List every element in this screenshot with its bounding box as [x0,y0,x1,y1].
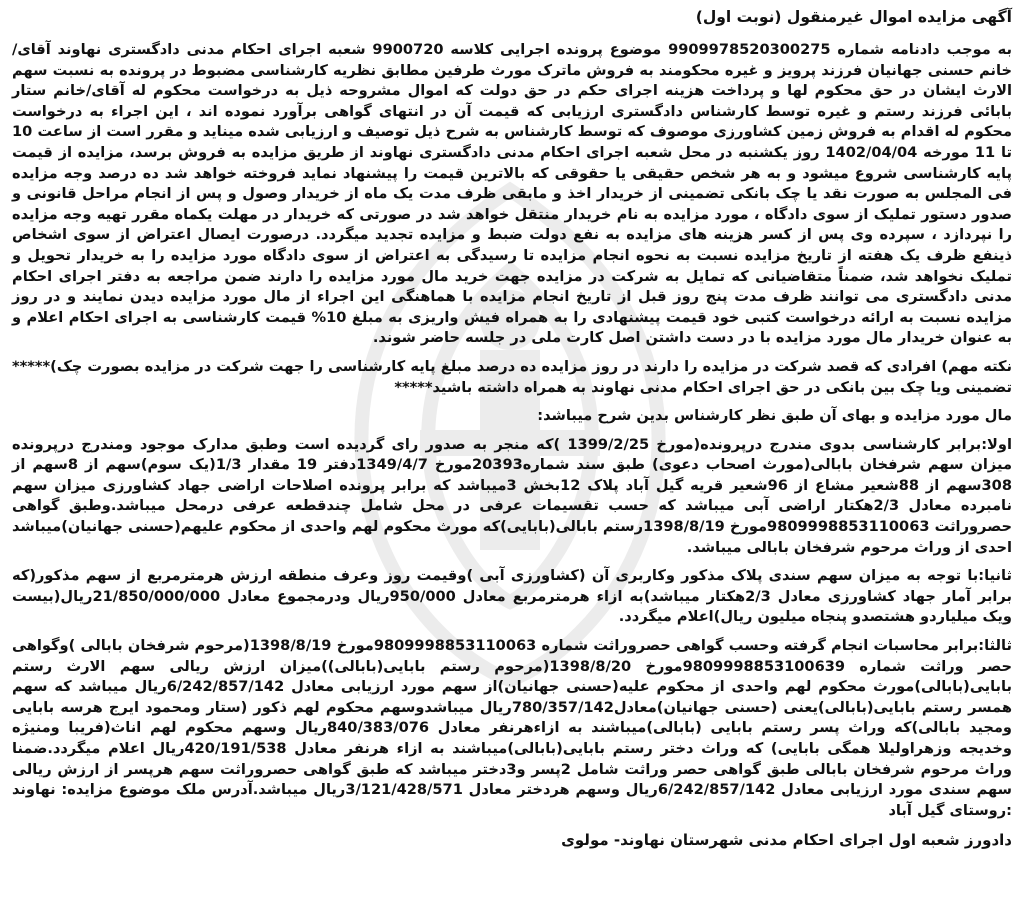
important-note-paragraph: نکته مهم) افرادی که قصد شرکت در مزایده را دارند در روز مزایده ده درصد مبلغ پایه کارشناسی را جهت شرکت در مزایده بصورت چک)***** تضمینی ویا چک بین بانکی در حق اجرای احکام مدنی نهاوند به همراه داشته باشید***** [12,357,1012,396]
third-clause-paragraph: ثالثا:برابر محاسبات انجام گرفته وحسب گواهی حصروراثت شماره 9809998853110063مورخ 1398/8/19(مرحوم شرفخان بابالی )وگواهی حصر وراثت شماره 9809998853100639مورخ 1398/8/20(مرحوم رستم بابایی(بابالی))میزان ارزش ریالی سهم الارث رستم بابایی(بابالی)مورث محکوم لهم واحدی از محکوم علیه(حسنی جهانیان)از سهم مورد ارزیابی معادل 6/242/857/142ریال میباشد که سهم همسر رستم بابایی(بابالی)یعنی (حسنی جهانیان)معادل780/357/142ریال میباشدوسهم محکوم لهم ذکور (ستار ومحمود ایرج هرسه بابایی ومجید بابالی)که وراث پسر رستم بابایی (بابالی)میباشند به ازاءهرنفر معادل 840/383/076ریال وسهم محکوم لهم اناث(فریبا ومنیژه وخدیجه وزهراولیلا همگی بابایی) که وراث دختر رستم بابایی(بابالی)میباشند به ازاء هرنفر معادل 420/191/538ریال اعلام میگردد.ضمنا وراث مرحوم شرفخان بابالی طبق گواهی حصر وراثت شامل 2پسر و3دختر میباشد که طبق گواهی حصروراثت سهم هرپسر از ارزش ریالی سهم سندی مورد ارزیابی معادل 6/242/857/142ریال وسهم هردختر معادل 3/121/428/571ریال میباشد.آدرس ملک موضوع مزایده: نهاوند :روستای گیل آباد [12,637,1013,819]
first-clause-paragraph: اولا:برابر کارشناسی بدوی مندرج درپرونده(مورخ 1399/2/25 )که منجر به صدور رای گردیده است وطبق مدارک موجود ومندرج درپرونده میزان سهم شرفخان بابالی(مورث اصحاب دعوی) طبق سند شماره20393مورخ 1349/4/7دفتر 19 مقدار 1/3(یک سوم)سهم از 8سهم از 308سهم از 88شعیر مشاع از 96شعیر قریه گیل آباد پلاک 12بخش 3میباشد که برابر پرونده اصلاحات اراضی جهاد کشاورزی میزان سهم نامبرده معادل 2/3هکتار اراضی آبی میباشد که حسب تقسیمات عرفی در محل شامل چندقطعه عرفی درمحل میباشد.وطبق گواهی حصروراثت 9809998853110063مورخ 1398/8/19رستم بابالی(بابایی)که مورث محکوم لهم واحدی از محکوم علیهم(حسنی جهانیان)میباشد احدی از وراث مرحوم شرفخان بابالی میباشد. [12,435,1013,556]
property-intro-line: مال مورد مزایده و بهای آن طبق نظر کارشناس بدین شرح میباشد: [537,407,1012,425]
notice-title: آگهی مزایده اموال غیرمنقول (نوبت اول) [695,8,1012,26]
second-clause-paragraph: ثانیا:با توجه به میزان سهم سندی پلاک مذکور وکاربری آن (کشاورزی آبی )وقیمت روز وعرف منطقه ارزش هرمترمربع از سهم مذکور(که برابر آمار جهاد کشاورزی معادل 2/3هکتار میباشد)به ازاء هرمترمربع معادل 950/000ریال ودرمجموع معادل 21/850/000/000ریال(بیست ویک میلیاردو هشتصدو پنجاه میلیون ریال)اعلام میگردد. [12,567,1012,626]
signature-line: دادورز شعبه اول اجرای احکام مدنی شهرستان نهاوند- مولوی [561,831,1012,850]
main-terms-paragraph: به موجب دادنامه شماره 9909978520300275 موضوع پرونده اجرایی کلاسه 9900720 شعبه اجرای احکام مدنی دادگستری نهاوند آقای/خانم حسنی جهانیان فرزند پرویز و غیره محکومند به فروش ماترک مورث طرفین مطابق نظریه کارشناسی مضبوط در پرونده به نسبت سهم الارث ایشان در حق محکوم لها و پرداخت هزینه اجرای حکم در حق دولت که اموال مشروحه ذیل به درخواست محکوم له آقای/خانم ستار بابائی فرزند رستم و غیره توسط کارشناس دادگستری ارزیابی که قیمت آن در انتهای گواهی برآورد نموده اند ، این اجراء به درخواست محکوم له اقدام به فروش زمین کشاورزی موصوف که توسط کارشناس به شرح ذیل توصیف و ارزیابی شده میناید و مقرر است از ساعت 10 تا 11 مورخه 1402/04/04 روز یکشنبه در محل شعبه اجرای احکام مدنی دادگستری نهاوند از طریق مزایده به فروش برسد، مزایده از قیمت پایه کارشناسی شروع میشود و به هر شخص حقیقی یا حقوقی که بالاترین قیمت را پیشنهاد نماید فروخته خواهد شد ده درصد وجه مزایده فی المجلس به صورت نقد یا چک بانکی تضمینی از خریدار اخذ و مابقی ظرف مدت یک ماه از خریدار وصول و پس از انجام مراحل قانونی و صدور دستور تملیک از سوی دادگاه ، مورد مزایده به نام خریدار منتقل خواهد شد در صورتی که خریدار در مهلت یکماه مقرر تهیه وجه مزایده را نپردازد ، سپرده وی پس از کسر هزینه های مزایده به نفع دولت ضبط و مزایده تجدید میگردد. درصورت ایصال اعتراض از سوی اشخاص ذینفع ظرف یک هفته از تاریخ مزایده نسبت به نحوه انجام مزایده تا رسیدگی به اعتراض از سوی دادگاه مورد مزایده را به خریدار تحویل و تملیک نخواهد شد، ضمناً متقاضیانی که تمایل به شرکت در مزایده جهت خرید مال مورد مزایده را دارند ضمن مراجعه به دفتر اجرای احکام مدنی دادگستری می توانند ظرف مدت پنج روز قبل از تاریخ انجام مزایده با هماهنگی این اجراء از مال مورد مزایده دیدن نمایند و در روز مزایده نسبت به ارائه درخواست کتبی خود قیمت پیشنهادی را به همراه فیش واریزی به مبلغ 10% قیمت کارشناسی به اجرای احکام اعلام و به عنوان خریدار مال مورد مزایده با در دست داشتن اصل کارت ملی در جلسه حاضر شوند. [12,41,1012,347]
